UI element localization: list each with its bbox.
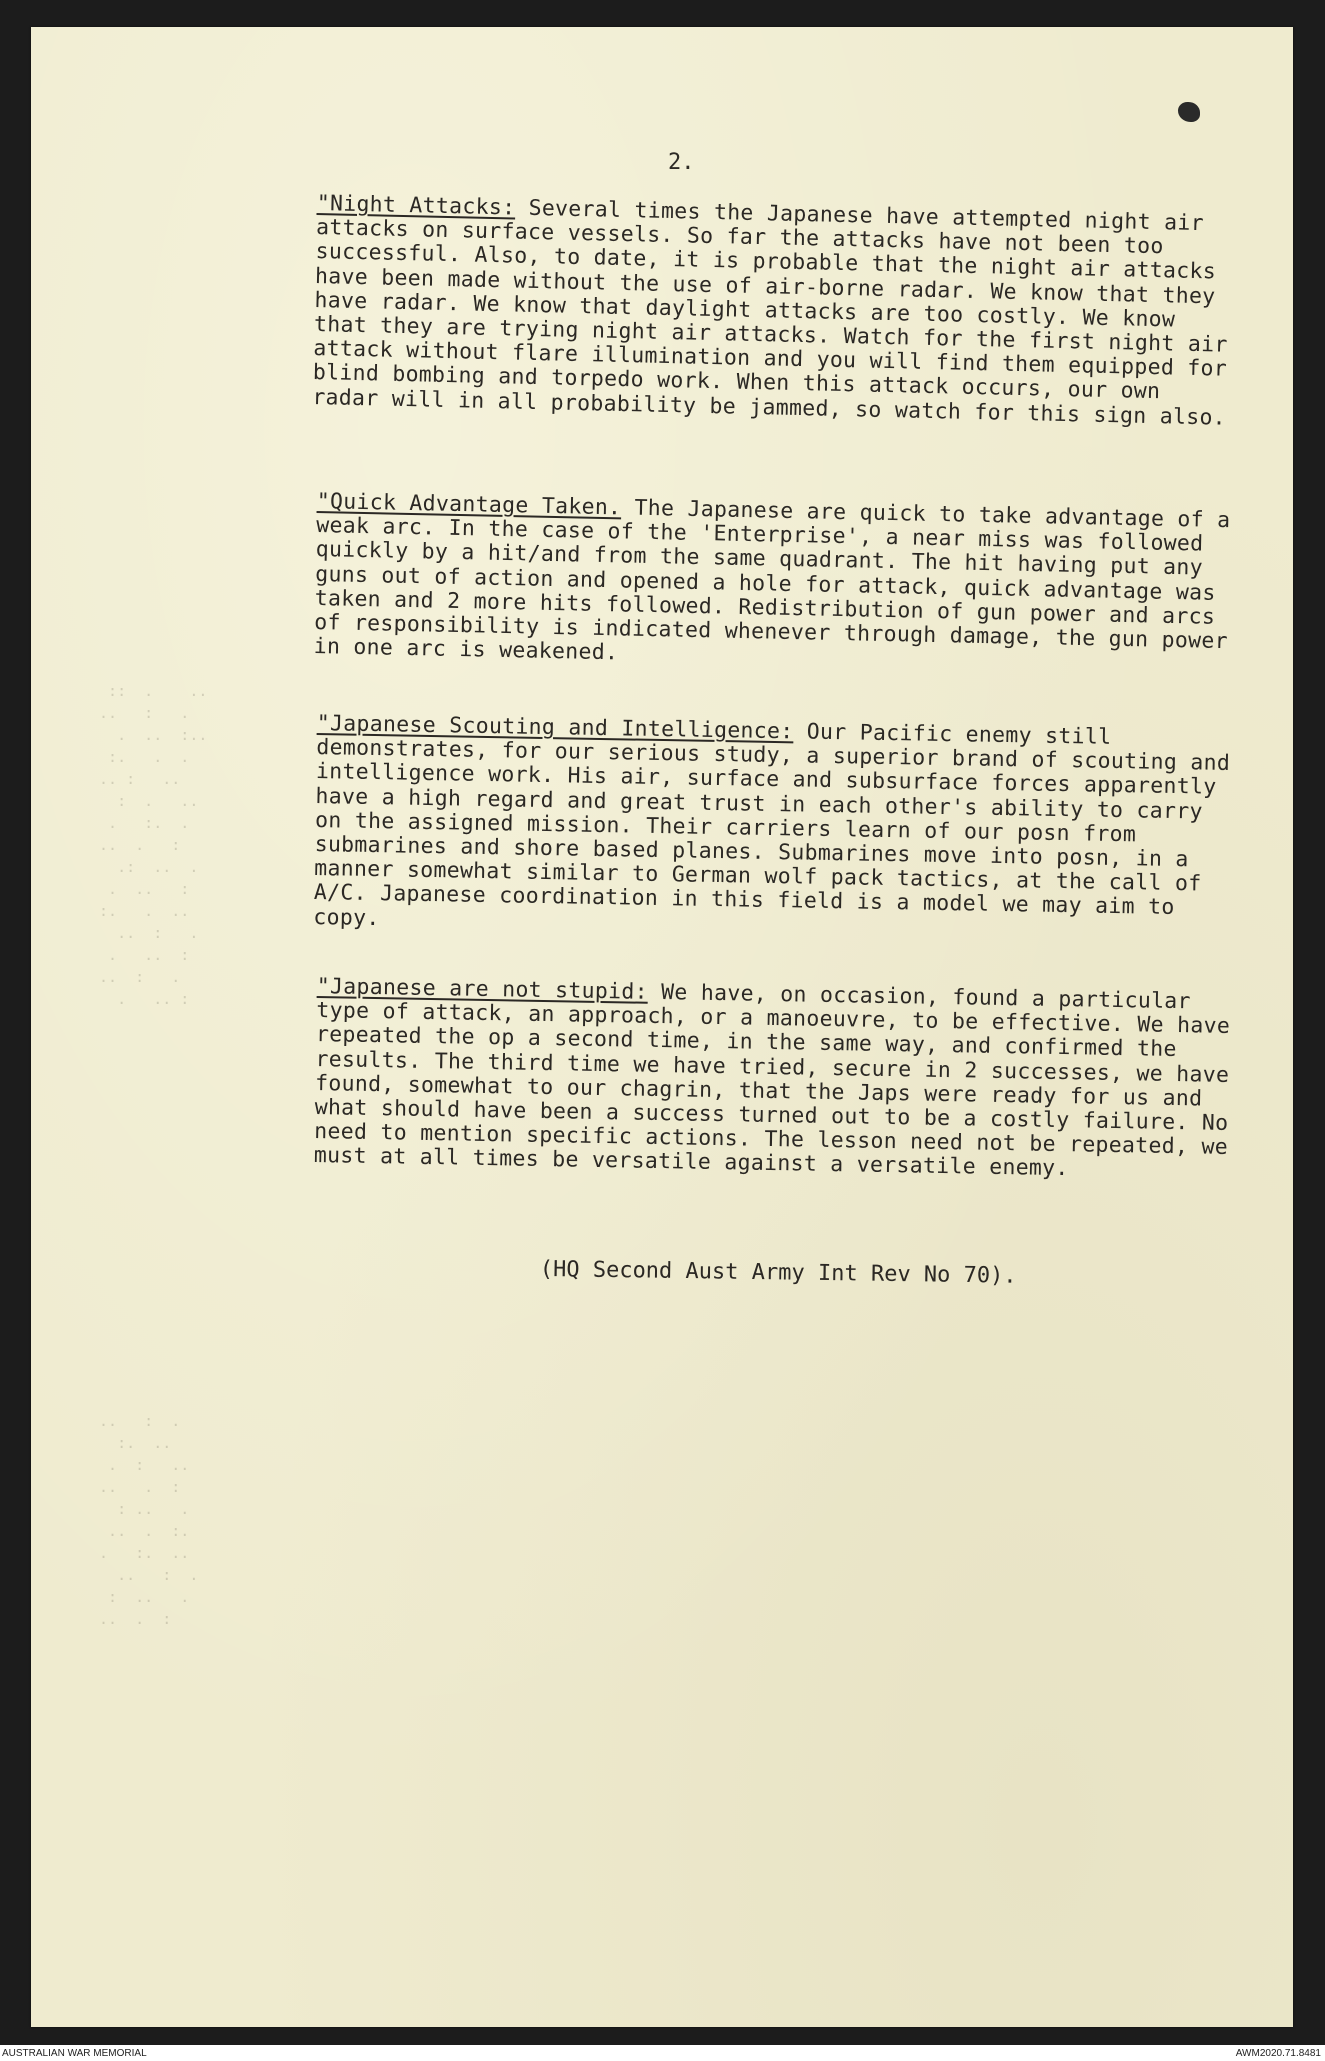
paragraph-quick-advantage (313, 490, 1236, 679)
paragraph-body: The Japanese are quick to take advantage of a weak arc. In the case of the 'Enterprise', a near miss was followed quickly by a hit/and from the same quadrant. The hit having put any guns out of action and opened a hole for attack, quick advantage was taken and 2 more hits followed. Redistribution of gun power and arcs of responsibility is indicated whenever through damage, the gun power in one arc is weakened. (313, 495, 1231, 666)
paragraph-heading: "Quick Advantage Taken. (316, 489, 622, 521)
show-through-text: :: . .. .. : . . .. :.. :. . . .. : .. : . .. . :. . .. . : .: .. . . .. : :. . .. .. : . . .. : .. : . . .. : (99, 682, 208, 1008)
paragraph-heading: "Night Attacks: (316, 191, 516, 221)
paragraph-heading: "Japanese Scouting and Intelligence: (316, 711, 794, 745)
show-through-text: .. : . :. .. . : .. .. . : : .. . .. . :. . :. .. .. : . : .. . .. . : (99, 1412, 199, 1628)
paragraph-night-attacks (312, 192, 1237, 431)
page-number: 2. (668, 150, 695, 175)
paragraph-scouting-intelligence (313, 712, 1237, 946)
paragraph-body: Our Pacific enemy still demonstrates, for our serious study, a superior brand of scouting and intelligence work. His air, surface and subsurface forces apparently have a high regard and great trust in each other's ability to carry on the assigned mission. Their carriers learn of our posn from submarines and shore based planes. Submarines move into posn, in a manner somewhat similar to German wolf pack tactics, at the call of A/C. Japanese coordination in this field is a model we may aim to copy. (313, 719, 1231, 931)
footer-accession-number: AWM2020.71.8481 (1235, 2048, 1321, 2059)
punch-hole (1178, 102, 1200, 122)
paragraph-not-stupid (314, 975, 1237, 1185)
paragraph-body: We have, on occasion, found a particular type of attack, an approach, or a manoeuvre, to be effective. We have repeated the op a second time, in the same way, and confirmed the results. The third time we have tried, secure in 2 successes, we have found, somewhat to our chagrin, that the Japs were ready for us and what should have been a success turned out to be a costly failure. No need to mention specific actions. The lesson need not be repeated, we must at all times be versatile against a versatile enemy. (313, 979, 1231, 1182)
source-citation: (HQ Second Aust Army Int Rev No 70). (539, 1257, 1017, 1289)
paragraph-body: Several times the Japanese have attempted night air attacks on surface vessels. So far the attacks have not been too successful. Also, to date, it is probable that the night air attacks have been made without the use of air-borne radar. We know that they have radar. We know that daylight attacks are too costly. We know that they are trying night air attacks. Watch for the first night air attack without flare illumination and you will find them equipped for blind bombing and torpedo work. When this attack occurs, our own radar will in all probability be jammed, so watch for this sign also. (312, 195, 1228, 431)
paragraph-heading: "Japanese are not stupid: (316, 974, 649, 1005)
footer-bar (0, 2045, 1325, 2061)
footer-institution: AUSTRALIAN WAR MEMORIAL (2, 2048, 147, 2059)
